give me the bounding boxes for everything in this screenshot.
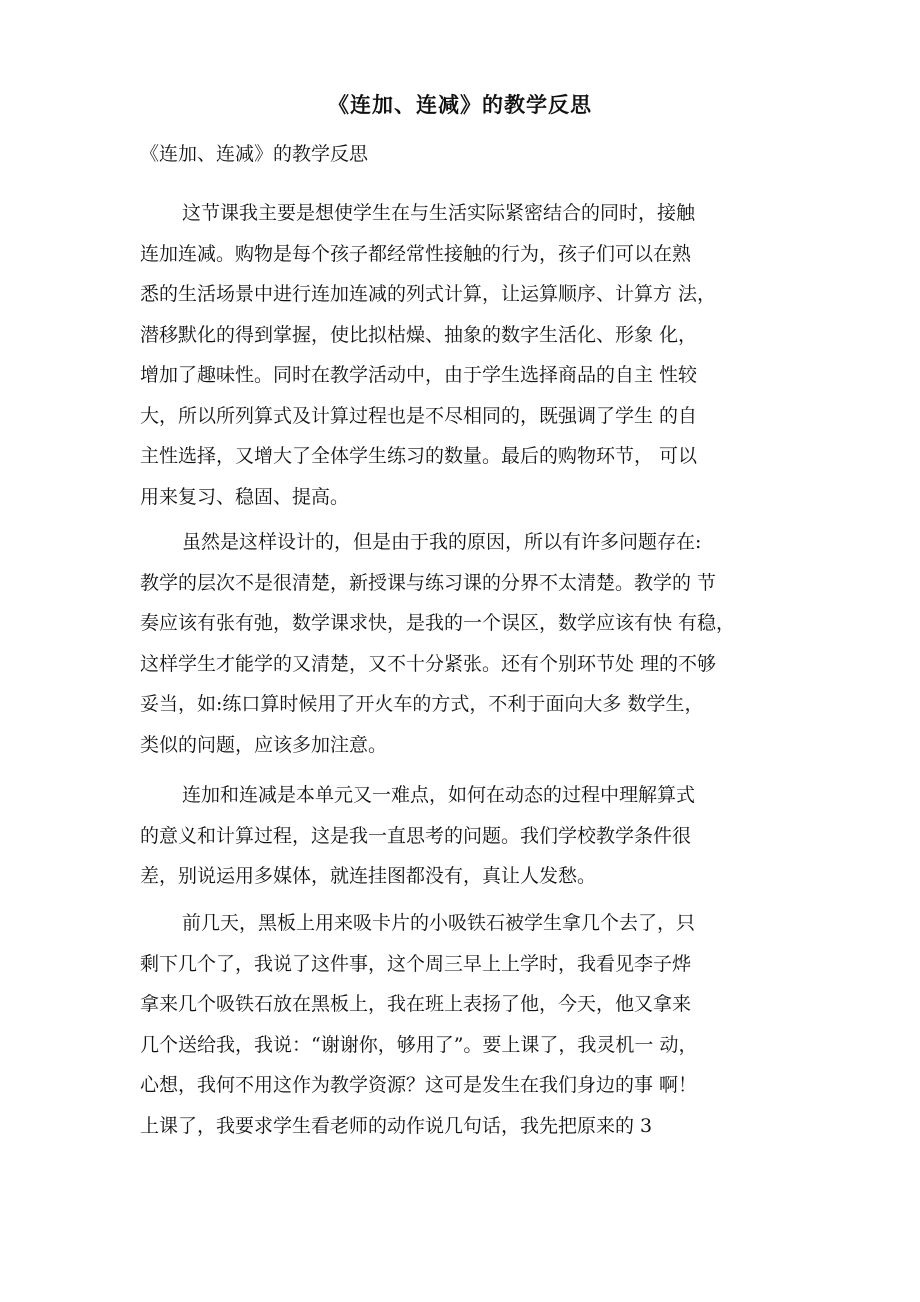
paragraph-4 xyxy=(140,903,800,1146)
paragraph-line: 奏应该有张有弛，数学课求快，是我的一个误区，数学应该有快 有稳， xyxy=(140,612,736,634)
paragraph-line: 心想，我何不用这作为教学资源？这可是发生在我们身边的事 啊！ xyxy=(140,1074,698,1096)
paragraph-line: 连加连减。购物是每个孩子都经常性接触的行为，孩子们可以在熟 xyxy=(140,242,692,265)
paragraph-line: 主性选择，又增大了全体学生练习的数量。最后的购物环节， 可以 xyxy=(140,445,698,467)
paragraph-line: 虽然是这样设计的，但是由于我的原因，所以有许多问题存在: xyxy=(182,531,702,553)
paragraph-line: 这节课我主要是想使学生在与生活实际紧密结合的同时，接触 xyxy=(182,202,696,224)
paragraph-line: 前几天，黑板上用来吸卡片的小吸铁石被学生拿几个去了，只 xyxy=(182,912,696,934)
paragraph-line: 潜移默化的得到掌握，使比拟枯燥、抽象的数字生活化、形象 化， xyxy=(140,323,698,346)
paragraph-2 xyxy=(140,522,800,765)
paragraph-line: 用来复习、稳固、提高。 xyxy=(140,485,350,508)
document-title: 《连加、连减》的教学反思 xyxy=(328,92,592,117)
paragraph-line: 上课了，我要求学生看老师的动作说几句话，我先把原来的 3 xyxy=(140,1114,653,1137)
paragraph-line: 剩下几个了，我说了这件事，这个周三早上上学时，我看见李子烨 xyxy=(140,952,692,975)
paragraph-line: 差，别说运用多媒体，就连挂图都没有，真让人发愁。 xyxy=(140,865,597,887)
paragraph-line: 的意义和计算过程，这是我一直思考的问题。我们学校教学条件很 xyxy=(140,824,692,847)
paragraph-3 xyxy=(140,775,800,897)
paragraph-line: 这样学生才能学的又清楚，又不十分紧张。还有个别环节处 理的不够 xyxy=(140,652,717,675)
paragraph-line: 拿来几个吸铁石放在黑板上，我在班上表扬了他，今天，他又拿来 xyxy=(140,993,692,1015)
paragraph-line: 大，所以所列算式及计算过程也是不尽相同的，既强调了学生 的自 xyxy=(140,404,698,427)
paragraph-1 xyxy=(140,193,800,517)
paragraph-line: 类似的问题，应该多加注意。 xyxy=(140,733,388,756)
paragraph-line: 悉的生活场景中进行连加连减的列式计算，让运算顺序、计算方 法， xyxy=(140,283,717,305)
paragraph-line: 几个送给我，我说：“谢谢你，够用了”。要上课了，我灵机一 动， xyxy=(140,1033,698,1056)
paragraph-line: 连加和连减是本单元又一难点，如何在动态的过程中理解算式 xyxy=(182,784,696,806)
paragraph-line: 妥当，如:练口算时候用了开火车的方式，不利于面向大多 数学生， xyxy=(140,693,704,715)
paragraph-line: 教学的层次不是很清楚，新授课与练习课的分界不太清楚。教学的 节 xyxy=(140,571,717,594)
paragraph-line: 增加了趣味性。同时在教学活动中，由于学生选择商品的自主 性较 xyxy=(140,364,698,386)
document-subtitle: 《连加、连减》的教学反思 xyxy=(140,143,369,165)
